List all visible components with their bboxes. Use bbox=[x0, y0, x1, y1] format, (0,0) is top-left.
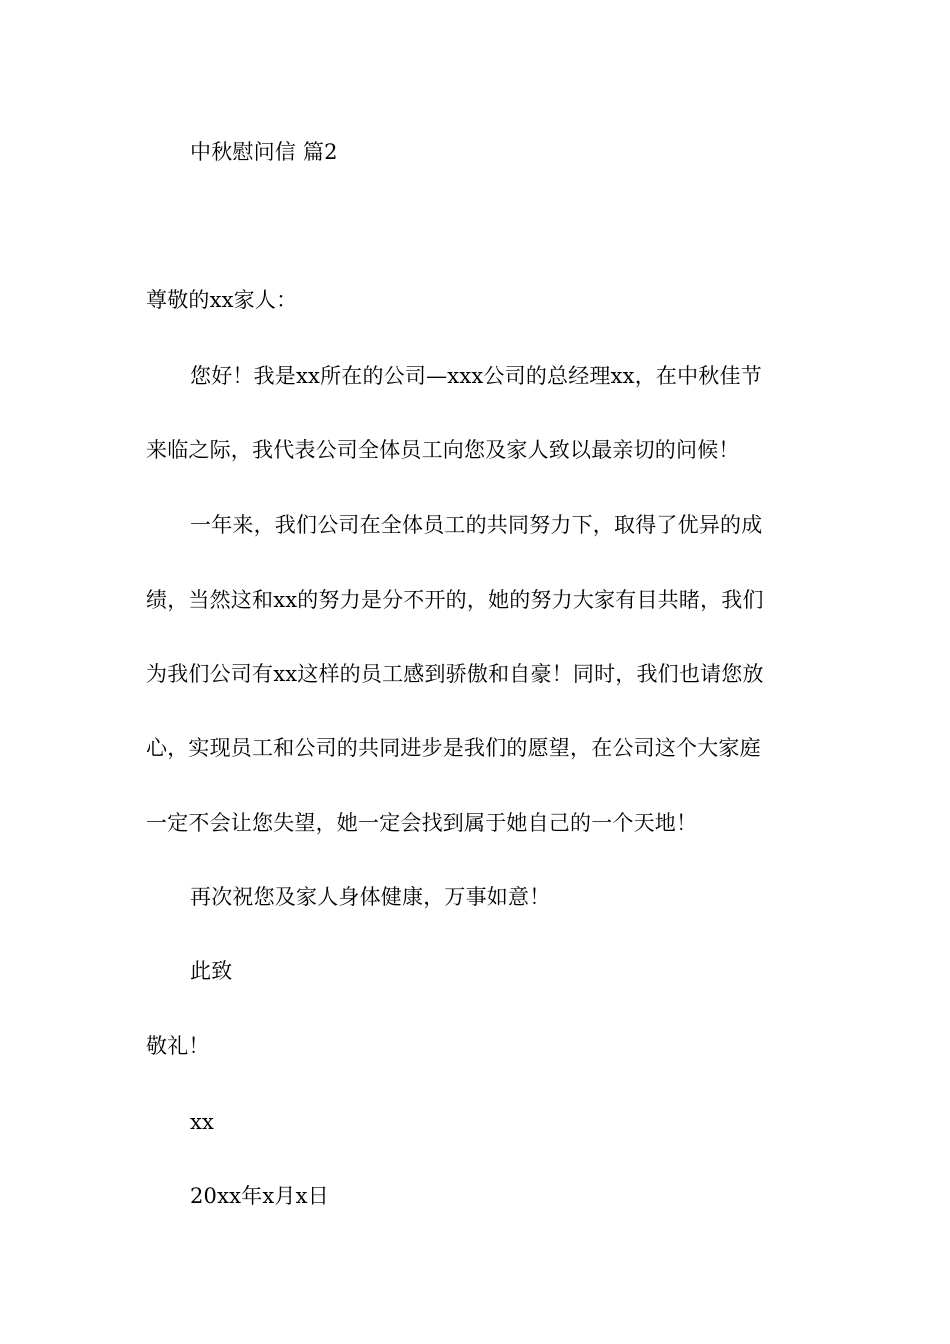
body-line-6: 心，实现员工和公司的共同进步是我们的愿望，在公司这个大家庭 bbox=[146, 736, 761, 760]
regards-text: 敬礼！ bbox=[146, 1034, 210, 1058]
salutation: 尊敬的xx家人： bbox=[146, 288, 298, 312]
body-line-1: 您好！我是xx所在的公司—xxx公司的总经理xx，在中秋佳节 bbox=[190, 364, 762, 388]
body-line-5: 为我们公司有xx这样的员工感到骄傲和自豪！同时，我们也请您放 bbox=[146, 662, 764, 686]
body-line-2: 来临之际，我代表公司全体员工向您及家人致以最亲切的问候！ bbox=[146, 438, 740, 462]
signature: xx bbox=[190, 1110, 215, 1134]
date-text: 20xx年x月x日 bbox=[190, 1184, 329, 1208]
body-line-3: 一年来，我们公司在全体员工的共同努力下，取得了优异的成 bbox=[190, 513, 763, 537]
body-line-8: 再次祝您及家人身体健康，万事如意！ bbox=[190, 885, 551, 909]
closing-text: 此致 bbox=[190, 959, 233, 983]
body-line-4: 绩，当然这和xx的努力是分不开的，她的努力大家有目共睹，我们 bbox=[146, 588, 764, 612]
document-title: 中秋慰问信 篇2 bbox=[190, 140, 338, 164]
body-line-7: 一定不会让您失望，她一定会找到属于她自己的一个天地！ bbox=[146, 811, 698, 835]
